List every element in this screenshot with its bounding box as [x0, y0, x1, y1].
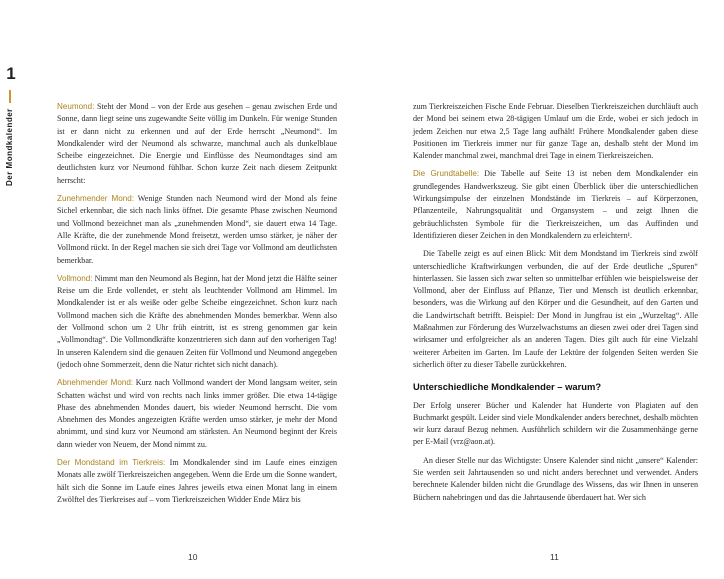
- paragraph-abnehmender-mond: [57, 377, 337, 451]
- paragraph-erfolg: Der Erfolg unserer Bücher und Kalender hat Hunderte von Plagiaten auf den Buchmarkt gespült. Leider sind viele Mondkalender anders berechnet, deshalb möchten wir kurz darauf Bezug nehmen. Ausführlich schildern wir die Zusammenhänge gerne per E-Mail (vrz@aon.at).: [413, 400, 698, 447]
- chapter-title: Der Mondkalender: [5, 108, 14, 186]
- page-number-right: 11: [550, 552, 559, 562]
- paragraph-tabelle: Die Tabelle zeigt es auf einen Blick: Mit dem Mondstand im Tierkreis sind zwölf unterschiedliche Kraftwirkungen verbunden, die auf der Erde deutliche „Spuren“ hinterlassen. Sie lassen sich zwar selten so unmittelbar erfühlen wie beispielsweise der Vollmond, aber der Einfluss auf Pflanze, Tier und Mensch ist deutlich erkennbar, besonders, was die Wirkung auf den Körper und die Gesundheit, auf den Garten und die Landwirtschaft betrifft. Beispiel: Der Mond in Jungfrau ist ein „Wurzeltag“. Alle Maßnahmen zur Förderung des Wurzelwachstums an diesen zwei oder drei Tagen sind wirksamer und erfolgreicher als an anderen Tagen. Dies gilt auch für eine Vielzahl weiterer Arbeiten im Garten. Im Laufe der Lektüre der folgenden Seiten werden Sie sicherlich öfter zu dieser Tabelle zurückkehren.: [413, 249, 698, 369]
- keyword-grundtabelle: Die Grundtabelle:: [413, 169, 480, 179]
- paragraph-continuation: zum Tierkreiszeichen Fische Ende Februar. Dieselben Tierkreiszeichen durchläuft auch der Mond bei seinem etwa 28-tägigen Umlauf um die Erde, wobei er sich jedoch in jedem Zeichen nur etwa 2,5 Tage lang aufhält! Frühere Mondkalender gaben diese Positionen im Tierkreis immer nur für ganze Tage an, deshalb steht der Mond im Kalender manchmal zwei, manchmal drei Tage in einem Tierkreiszeichen.: [413, 102, 698, 161]
- paragraph-grundtabelle: [413, 168, 698, 242]
- page-number-left: 10: [188, 552, 198, 562]
- chapter-accent-rule: [9, 90, 11, 103]
- right-page-text: [413, 101, 698, 504]
- section-heading: Unterschiedliche Mondkalender – warum?: [413, 381, 602, 393]
- text-vollmond: Nimmt man den Neumond als Beginn, hat der Mond jetzt die Hälfte seiner Reise um die Erde vollendet, er steht als leuchtender Vollmond am Himmel. Im Mondkalender ist er als weiße oder gelbe Scheibe eingezeichnet. Schon kurz nach Vollmond machen sich die Kräfte des abnehmenden Mondes bemerkbar. Wenn also der Vollmond schon um 2 Uhr früh eintritt, ist es streng genommen gar kein „Vollmondtag“. Die Vollmondkräfte konzentrieren sich dann auf den vorherigen Tag! In unseren Kalendern sind die genauen Zeiten für Vollmond und Neumond angegeben (jedoch ohne Sommerzeit, denn die Natur richtet sich nicht danach).: [57, 273, 337, 369]
- left-page-text: [57, 101, 337, 506]
- text-abnehmender-mond: Kurz nach Vollmond wandert der Mond langsam weiter, sein Schatten wächst und wird von rechts nach links immer größer. Die etwa 14-tägige Phase des abnehmenden Mondes dauert, bis wieder Neumond herrscht. Die vom Abnehmen des Mondes angezeigten Kräfte werden umso stärker, je mehr der Mond abnimmt, und sind kurz vor Neumond am stärksten. An Neumond beginnt der Kreis dann wieder von Neuem, der Mond nimmt zu.: [57, 378, 337, 449]
- paragraph-wichtigste: An dieser Stelle nur das Wichtigste: Unsere Kalender sind nicht „unsere“ Kalender: Sie werden seit Jahrtausenden so und nicht anders berechnet und verwendet. Anders berechnete Kalender bilden nicht die Grundlage des Wissens, das wir Ihnen in unseren Büchern nahebringen und das die Jahrtausende überdauert hat. Wer sich: [413, 455, 698, 502]
- text-neumond: Steht der Mond – von der Erde aus gesehen – genau zwischen Erde und Sonne, dann liegt seine uns zugewandte Seite völlig im Dunkeln. Für wenige Stunden ist er dann nicht zu erkennen und auf der Erde herrscht „Neumond“. Im Mondkalender wird der Neumond als schwarze, manchmal auch als dunkelblaue Scheibe eingezeichnet. Die Energie und Einflüsse des Neumondtages sind am deutlichsten kurz vor Neumond fühlbar. Schon kurze Zeit nach diesem Zeitpunkt herrscht:: [57, 102, 337, 185]
- keyword-vollmond: Vollmond:: [57, 273, 93, 283]
- paragraph-mondstand: [57, 457, 337, 506]
- text-zunehmender-mond: Wenige Stunden nach Neumond wird der Mond als feine Sichel erkennbar, die sich nach links öffnet. Die gesamte Phase zwischen Neumond und Vollmond bezeichnet man als „zunehmenden Mond“, sie dauert etwa 14 Tage. Alle Kräfte, die der zunehmende Mond freisetzt, werden umso stärker, je näher der Vollmond rückt. In der Regel machen sie sich drei Tage vor Vollmond am deutlichsten bemerkbar.: [57, 194, 337, 265]
- keyword-neumond: Neumond:: [57, 102, 95, 111]
- keyword-abnehmender-mond: Abnehmender Mond:: [57, 378, 134, 388]
- keyword-zunehmender-mond: Zunehmender Mond:: [57, 194, 135, 204]
- text-mondstand: Im Mondkalender sind im Laufe eines einzigen Monats alle zwölf Tierkreiszeichen angegeben. Wenn die Erde um die Sonne wandert, hält sich die Sonne im Laufe eines Jahres jeweils etwa einen Monat lang in einem Zwölftel des Tierkreises auf – vom Tierkreiszeichen Widder Ende März bis: [57, 458, 337, 504]
- keyword-mondstand: Der Mondstand im Tierkreis:: [57, 458, 166, 468]
- paragraph-neumond: [57, 101, 337, 187]
- chapter-number: 1: [6, 64, 16, 83]
- text-grundtabelle: Die Tabelle auf Seite 13 ist neben dem Mondkalender ein grundlegendes Handwerkszeug. Sie gibt einen Überblick über die unterschiedlichen Wirkungsimpulse der einzelnen Mondstände im Tierkreis – auf Körperzonen, Pflanzenteile, Nahrungsqualität und Organsystem – und zeigt Ihnen die gebräuchlichsten Symbole für die Tierkreiszeichen, um das Auffinden und Identifizieren dieser Zeichen in den Mondkalendern zu erleichtern¹.: [413, 169, 698, 240]
- paragraph-zunehmender-mond: [57, 193, 337, 267]
- paragraph-vollmond: [57, 273, 337, 371]
